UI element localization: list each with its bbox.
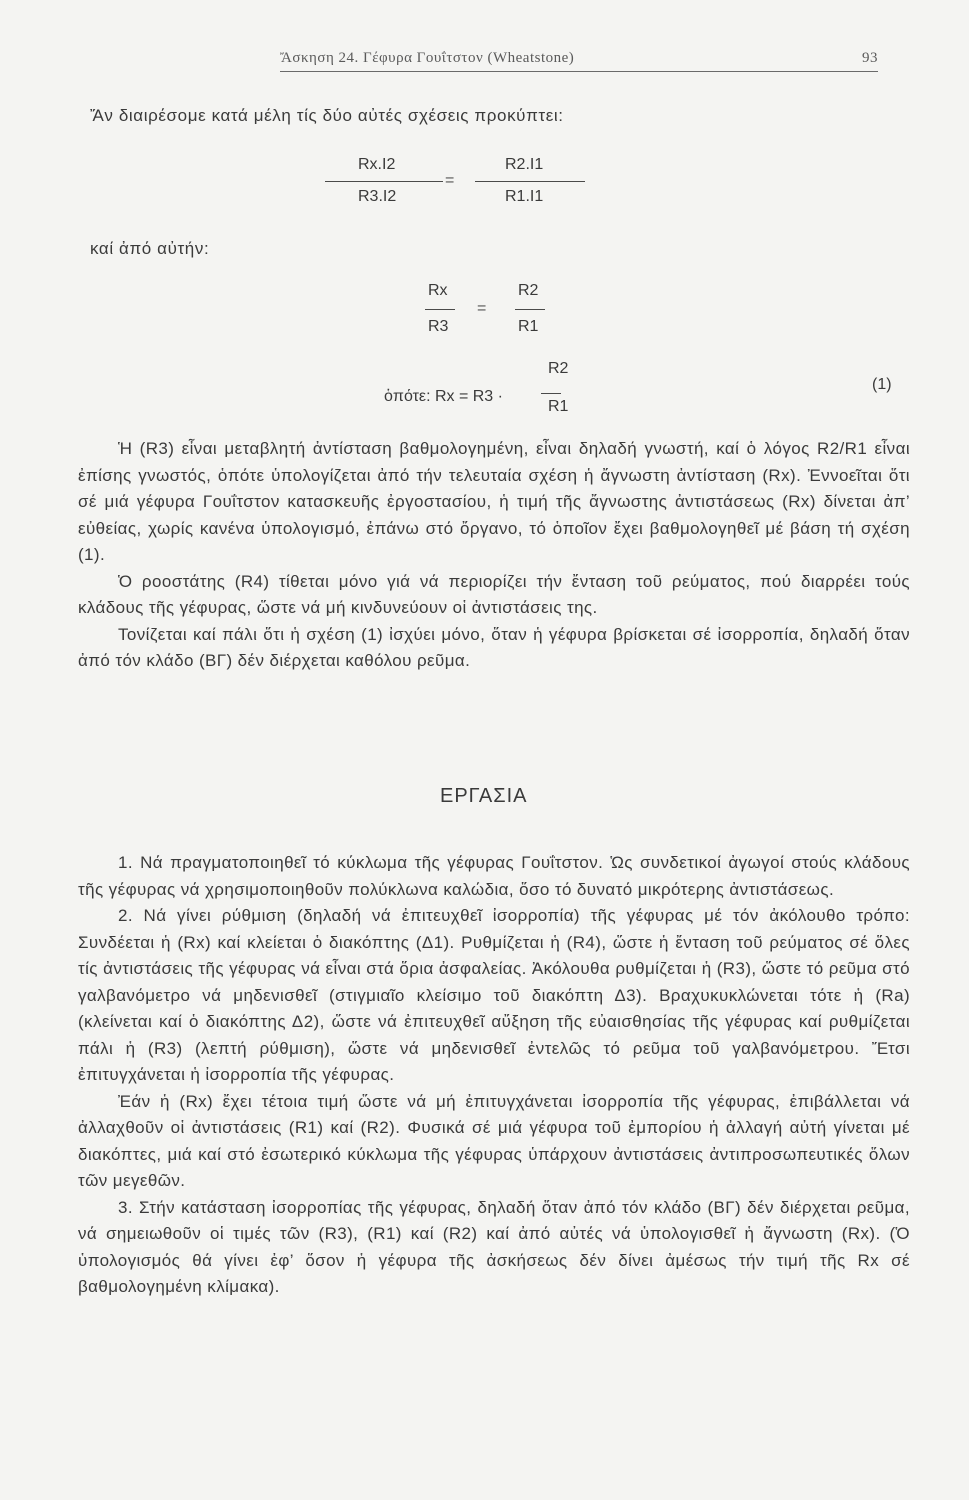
eq1-bar-right <box>475 181 585 182</box>
formula-num: R2 <box>548 360 569 377</box>
formula-den: R1 <box>548 398 569 415</box>
eq2-num-right: R2 <box>518 282 539 299</box>
eq1-den-left: R3.I2 <box>358 188 397 205</box>
paragraph: Τονίζεται καί πάλι ὅτι ἡ σχέση (1) ἰσχύει μόνο, ὅταν ἡ γέφυρα βρίσκεται σέ ἰσορροπία, δηλαδή ὅταν ἀπό τόν κλάδο (ΒΓ) δέν διέρχεται καθόλου ρεῦμα. <box>78 624 910 670</box>
body-text <box>78 436 910 675</box>
formula-label: (1) <box>872 376 892 393</box>
intro-text: Ἄν διαιρέσομε κατά μέλη τίς δύο αὐτές σχέσεις προκύπτει: <box>90 106 564 125</box>
page-number: 93 <box>862 50 878 66</box>
header-title: Ἄσκηση 24. Γέφυρα Γουΐτστον (Wheatstone) <box>280 50 575 66</box>
eq2-den-right: R1 <box>518 318 539 335</box>
eq2-den-left: R3 <box>428 318 449 335</box>
formula-prefix: ὁπότε: Rx = R3 · <box>384 388 503 405</box>
task-list <box>78 850 910 1301</box>
task-item: 2. Νά γίνει ρύθμιση (δηλαδή νά ἐπιτευχθεῖ ἰσορροπία) τῆς γέφυρας μέ τόν ἀκόλουθο τρόπο: Συνδέεται ἡ (Rx) καί κλείεται ὁ διακόπτης (Δ1). Ρυθμίζεται ἡ (R4), ὥστε ἡ ἔνταση τοῦ ρεύματος σέ ὅλες τίς ἀντιστάσεις τῆς γέφυρας νά εἶναι στά ὅρια ἀσφαλείας. Ἀκόλουθα ρυθμίζεται ἡ (R3), ὥστε τό ρεῦμα στό γαλβανόμετρο νά μηδενισθεῖ (στιγμιαῖο κλείσιμο τοῦ διακόπτη Δ3). Βραχυκυκλώνεται τότε ἡ (Ra) (κλείνεται καί ὁ διακόπτης Δ2), ὥστε νά ἐπιτευχθεῖ αὔξηση τῆς εὐαισθησίας τῆς γέφυρας καί ρυθμίζεται πάλι ἡ (R3) (λεπτή ρύθμιση), ὥστε νά μηδενισθεῖ ἐντελῶς τό ρεῦμα τοῦ γαλβανόμετρου. Ἔτσι ἐπιτυγχάνεται ἡ ἰσορροπία τῆς γέφυρας. <box>78 906 910 1084</box>
task-item: 1. Νά πραγματοποιηθεῖ τό κύκλωμα τῆς γέφυρας Γουΐτστον. Ὡς συνδετικοί ἀγωγοί στούς κλάδους τῆς γέφυρας νά χρησιμοποιηθοῦν πολύκλωνα καλώδια, ὅσο τό δυνατό μικρότερης ἀντιστάσεως. <box>78 853 910 899</box>
paragraph: Ὁ ροοστάτης (R4) τίθεται μόνο γιά νά περιορίζει τήν ἔνταση τοῦ ρεύματος, πού διαρρέει τούς κλάδους τῆς γέφυρας, ὥστε νά μή κινδυνεύουν οἱ ἀντιστάσεις της. <box>78 571 910 617</box>
eq2-equals: = <box>477 300 487 317</box>
eq1-equals: = <box>445 172 455 189</box>
eq1-bar-left <box>325 181 443 182</box>
eq2-bar-left <box>425 309 455 310</box>
task-item: Ἐάν ἡ (Rx) ἔχει τέτοια τιμή ὥστε νά μή ἐπιτυγχάνεται ἰσορροπία τῆς γέφυρας, ἐπιβάλλεται νά ἀλλαχθοῦν οἱ ἀντιστάσεις (R1) καί (R2). Φυσικά σέ μιά γέφυρα τοῦ ἐμπορίου ἡ ἀλλαγή αὐτή γίνεται μέ διακόπτες, μιά καί στό ἐσωτερικό κύκλωμα τῆς γέφυρας ὑπάρχουν ἀντιστάσεις ἀντιπροσωπευτικές ὅλων τῶν μεγεθῶν. <box>78 1091 910 1190</box>
section-title: ΕΡΓΑΣΙΑ <box>440 785 528 807</box>
eq2-num-left: Rx <box>428 282 448 299</box>
task-item: 3. Στήν κατάσταση ἰσορροπίας τῆς γέφυρας, δηλαδή ὅταν ἀπό τόν κλάδο (ΒΓ) δέν διέρχεται ρεῦμα, νά σημειωθοῦν οἱ τιμές τῶν (R3), (R1) καί (R2) καί ἀπό αὐτές νά ὑπολογισθεῖ ἡ ἄγνωστη (Rx). (Ὁ ὑπολογισμός θά γίνει ἐφ’ ὅσον ἡ γέφυρα τῆς ἀσκήσεως δέν δίνει ἀμέσως τήν τιμή τῆς Rx σέ βαθμολογημένη κλίμακα). <box>78 1197 910 1296</box>
eq1-den-right: R1.I1 <box>505 188 544 205</box>
eq1-num-left: Rx.I2 <box>358 156 396 173</box>
eq1-num-right: R2.I1 <box>505 156 544 173</box>
eq2-bar-right <box>515 309 545 310</box>
from-this-text: καί ἀπό αὐτήν: <box>90 239 210 258</box>
page-header <box>280 50 878 72</box>
paragraph: Ἡ (R3) εἶναι μεταβλητή ἀντίσταση βαθμολογημένη, εἶναι δηλαδή γνωστή, καί ὁ λόγος R2/R1 εἶναι ἐπίσης γνωστός, ὁπότε ὑπολογίζεται ἀπό τήν τελευταία σχέση ἡ ἄγνωστη ἀντίσταση (Rx). Ἐννοεῖται ὅτι σέ μιά γέφυρα Γουΐτστον κατασκευῆς ἐργοστασίου, ἡ τιμή τῆς ἄγνωστης ἀντιστάσεως (Rx) δίνεται ἀπ’ εὐθείας, χωρίς κανένα ὑπολογισμό, ἐπάνω στό ὄργανο, τό ὁποῖον ἔχει βαθμολογηθεῖ μέ βάση τή σχέση (1). <box>78 439 910 564</box>
formula-bar <box>541 393 561 394</box>
